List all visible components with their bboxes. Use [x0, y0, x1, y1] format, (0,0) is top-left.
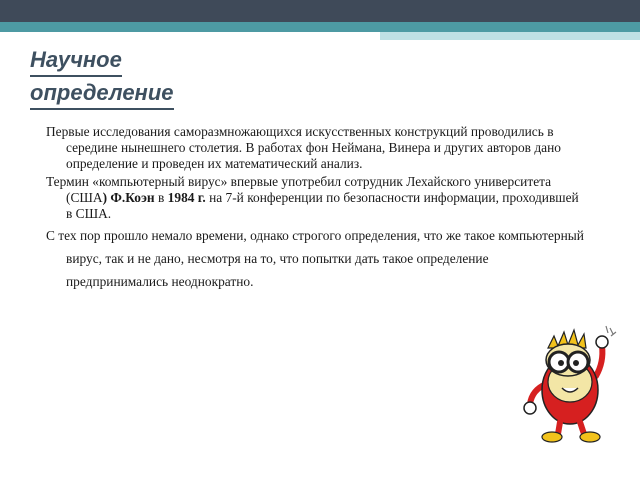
author-name: ) Ф.Коэн [102, 190, 155, 205]
paragraph-definition: С тех пор прошло немало времени, однако строгого определения, что же такое компьютерный вирус, так и не дано, несмотря на то, что попытки дать такое определение предпринимались неоднократно. [46, 228, 584, 289]
slide-body [46, 124, 586, 295]
slide-title-line2: определение [30, 77, 174, 110]
top-bar-accent [0, 22, 640, 32]
term-text-end: на 7-й конференции по безопасности информации, проходившей в США. [66, 190, 579, 221]
paragraph-term [46, 174, 586, 222]
term-text-start: Термин «компьютерный вирус» впервые употребил сотрудник Лехайского университета (США [46, 174, 552, 205]
cartoon-computer-mascot-icon [518, 318, 628, 443]
slide-title [30, 44, 174, 110]
top-bar [0, 0, 640, 22]
term-text-in: в [154, 190, 168, 205]
year: 1984 г. [167, 190, 206, 205]
slide-title-line1: Научное [30, 44, 122, 77]
paragraph-history: Первые исследования саморазмножающихся искусственных конструкций проводились в середине нынешнего столетия. В работах фон Неймана, Винера и других авторов дано определение и проведен их математический анализ. [46, 124, 561, 171]
top-bar-accent-light [380, 32, 640, 40]
